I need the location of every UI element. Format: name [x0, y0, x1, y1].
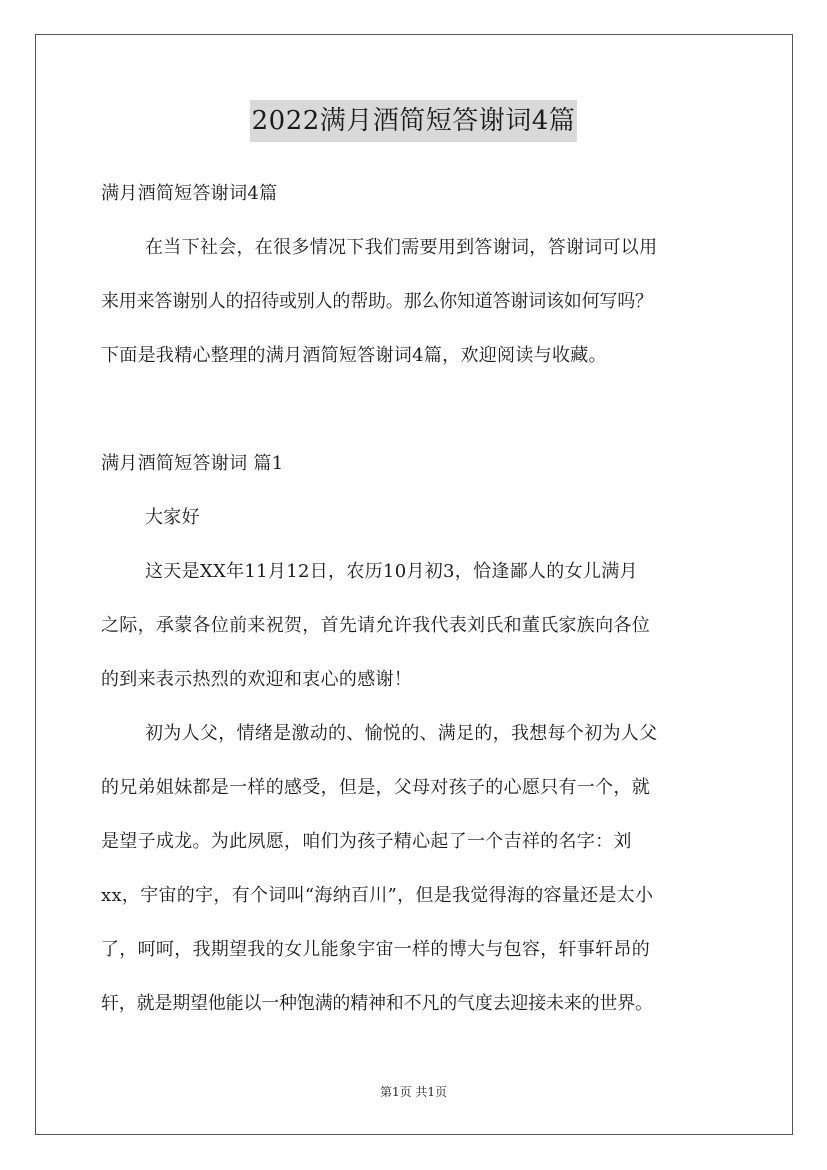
- paragraph-line: 是望子成龙。为此夙愿，咱们为孩子精心起了一个吉祥的名字：刘: [101, 831, 632, 852]
- paragraph-line: 这天是XX年11月12日，农历10月初3，恰逢鄙人的女儿满月: [145, 561, 638, 582]
- intro-line: 下面是我精心整理的满月酒简短答谢词4篇，欢迎阅读与收藏。: [101, 345, 607, 366]
- title-container: [0, 100, 827, 142]
- paragraph-line: 轩，就是期望他能以一种饱满的精神和不凡的气度去迎接未来的世界。: [101, 993, 653, 1014]
- page-footer: 第1页 共1页: [379, 1085, 448, 1099]
- paragraph-line: 的到来表示热烈的欢迎和衷心的感谢！: [101, 669, 413, 690]
- paragraph-line: 的兄弟姐妹都是一样的感受，但是，父母对孩子的心愿只有一个，就: [101, 777, 650, 798]
- paragraph-line: 了，呵呵，我期望我的女儿能象宇宙一样的博大与包容，轩事轩昂的: [101, 939, 650, 960]
- greeting: 大家好: [145, 507, 200, 528]
- paragraph-line: 之际，承蒙各位前来祝贺，首先请允许我代表刘氏和董氏家族向各位: [101, 615, 650, 636]
- subtitle: 满月酒简短答谢词4篇: [101, 183, 278, 204]
- section-heading: 满月酒简短答谢词 篇1: [101, 453, 284, 474]
- paragraph-line: xx，宇宙的宇，有个词叫“海纳百川”，但是我觉得海的容量还是太小: [101, 885, 654, 906]
- intro-line: 在当下社会，在很多情况下我们需要用到答谢词，答谢词可以用: [145, 237, 658, 258]
- document-title: 2022满月酒简短答谢词4篇: [250, 100, 578, 142]
- intro-line: 来用来答谢别人的招待或别人的帮助。那么你知道答谢词该如何写吗？: [101, 291, 653, 312]
- paragraph-line: 初为人父，情绪是激动的、愉悦的、满足的，我想每个初为人父: [145, 723, 658, 744]
